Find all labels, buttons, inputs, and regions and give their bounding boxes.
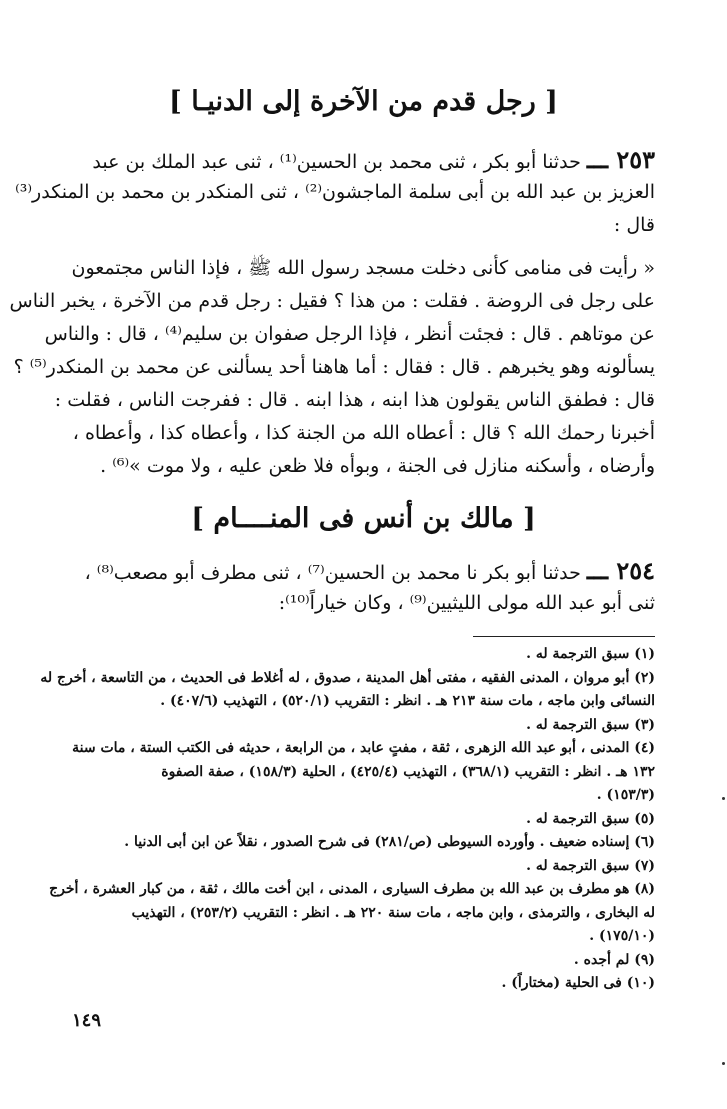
narration-line: عن موتاهم . قال : فجئت أنظر ، فإذا الرجل صفوان بن سليم⁽⁴⁾ ، قال : والناس bbox=[44, 323, 655, 345]
scan-speck bbox=[722, 1062, 725, 1065]
footnote-line: (٨) هو مطرف بن عبد الله بن مطرف السيارى ، المدنى ، ابن أخت مالك ، ثقة ، من كبار العشرة ، أخرج bbox=[49, 881, 655, 897]
hadith-number: ٢٥٤ ـــ bbox=[586, 556, 655, 585]
page-number: ١٤٩ bbox=[72, 1010, 102, 1031]
footnote-line: النسائى وابن ماجه ، مات سنة ٢١٣ هـ . انظر : التقريب (٥٢٠/١) ، التهذيب (٤٠٧/٦) . bbox=[160, 693, 655, 709]
footnote-line: (٢) أبو مروان ، المدنى الفقيه ، مفتى أهل المدينة ، صدوق ، له أغلاط فى الحديث ، من التاسعة ، أخرج له bbox=[40, 669, 655, 686]
narration-line: وأرضاه ، وأسكنه منازل فى الجنة ، وبوأه فلا ظعن عليه ، ولا موت »⁽⁶⁾ . bbox=[100, 455, 655, 477]
dream-narration bbox=[9, 252, 655, 483]
paragraph-line: ٢٥٣ ـــ حدثنا أبو بكر ، ثنى محمد بن الحسين⁽¹⁾ ، ثنى عبد الملك بن عبد bbox=[92, 145, 655, 174]
paragraph-line: العزيز بن عبد الله بن أبى سلمة الماجشون⁽²⁾ ، ثنى المنكدر بن محمد بن المنكدر⁽³⁾ bbox=[15, 181, 655, 203]
narration-line: « رأيت فى منامى كأنى دخلت مسجد رسول الله ﷺ ، فإذا الناس مجتمعون bbox=[71, 257, 655, 279]
footnote-line: له البخارى ، والترمذى ، وابن ماجه ، مات سنة ٢٢٠ هـ . انظر : التقريب (٢٥٣/٢) ، التهذيب bbox=[131, 904, 655, 921]
section-heading-man-from-hereafter: [ رجل قدم من الآخرة إلى الدنيـا ] bbox=[169, 86, 558, 117]
narration-line: قال : فطفق الناس يقولون هذا ابنه ، هذا ابنه . قال : ففرجت الناس ، فقلت : bbox=[54, 389, 655, 411]
footnote-line: (١) سبق الترجمة له . bbox=[526, 646, 655, 662]
section-heading-malik-in-dream: [ مالك بن أنس فى المنــــام ] bbox=[191, 503, 536, 534]
paragraph-line: ثنى أبو عبد الله مولى الليثيين⁽⁹⁾ ، وكان خياراً⁽¹⁰⁾: bbox=[278, 592, 655, 614]
footnote-divider bbox=[473, 636, 655, 637]
footnote-line: (٥) سبق الترجمة له . bbox=[526, 810, 655, 827]
footnote-line: (٧) سبق الترجمة له . bbox=[526, 857, 655, 874]
footnote-line: (٩) لم أجده . bbox=[573, 951, 655, 968]
narration-line: يسألونه وهو يخبرهم . قال : فقال : أما هاهنا أحد يسألنى عن محمد بن المنكدر⁽⁵⁾ ؟ bbox=[13, 356, 655, 378]
footnote-line: (٣) سبق الترجمة له . bbox=[526, 716, 655, 733]
footnote-line: (١٥٣/٣) . bbox=[596, 787, 655, 803]
hadith-number: ٢٥٣ ـــ bbox=[586, 145, 655, 174]
footnote-line: (٤) المدنى ، أبو عبد الله الزهرى ، ثقة ، مفتٍ عابد ، من الرابعة ، حديثه فى الكتب الستة ، مات سنة bbox=[72, 740, 655, 756]
footnote-line: (١٧٥/١٠) . bbox=[589, 928, 655, 944]
paragraph-line: قال : bbox=[613, 214, 655, 236]
narration-line: أخبرنا رحمك الله ؟ قال : أعطاه الله من الجنة كذا ، وأعطاه كذا ، وأعطاه ، bbox=[72, 422, 655, 444]
paragraph-254 bbox=[68, 554, 655, 620]
footnote-line: (١٠) فى الحلية (مختاراً) . bbox=[501, 975, 655, 991]
footnotes bbox=[40, 643, 655, 996]
footnote-line: (٦) إسناده ضعيف . وأورده السيوطى (ص/٢٨١) فى شرح الصدور ، نقلاً عن ابن أبى الدنيا . bbox=[124, 834, 655, 850]
footnote-line: ١٣٢ هـ . انظر : التقريب (٣٦٨/١) ، التهذيب (٤٢٥/٤) ، الحلية (١٥٨/٣) ، صفة الصفوة bbox=[161, 763, 655, 780]
paragraph-253 bbox=[15, 143, 655, 242]
narration-line: على رجل فى الروضة . فقلت : من هذا ؟ فقيل : رجل قدم من الآخرة ، يخبر الناس bbox=[9, 290, 655, 312]
scan-speck bbox=[722, 797, 725, 800]
paragraph-line: ٢٥٤ ـــ حدثنا أبو بكر نا محمد بن الحسين⁽⁷⁾ ، ثنى مطرف أبو مصعب⁽⁸⁾ ، bbox=[84, 556, 655, 585]
